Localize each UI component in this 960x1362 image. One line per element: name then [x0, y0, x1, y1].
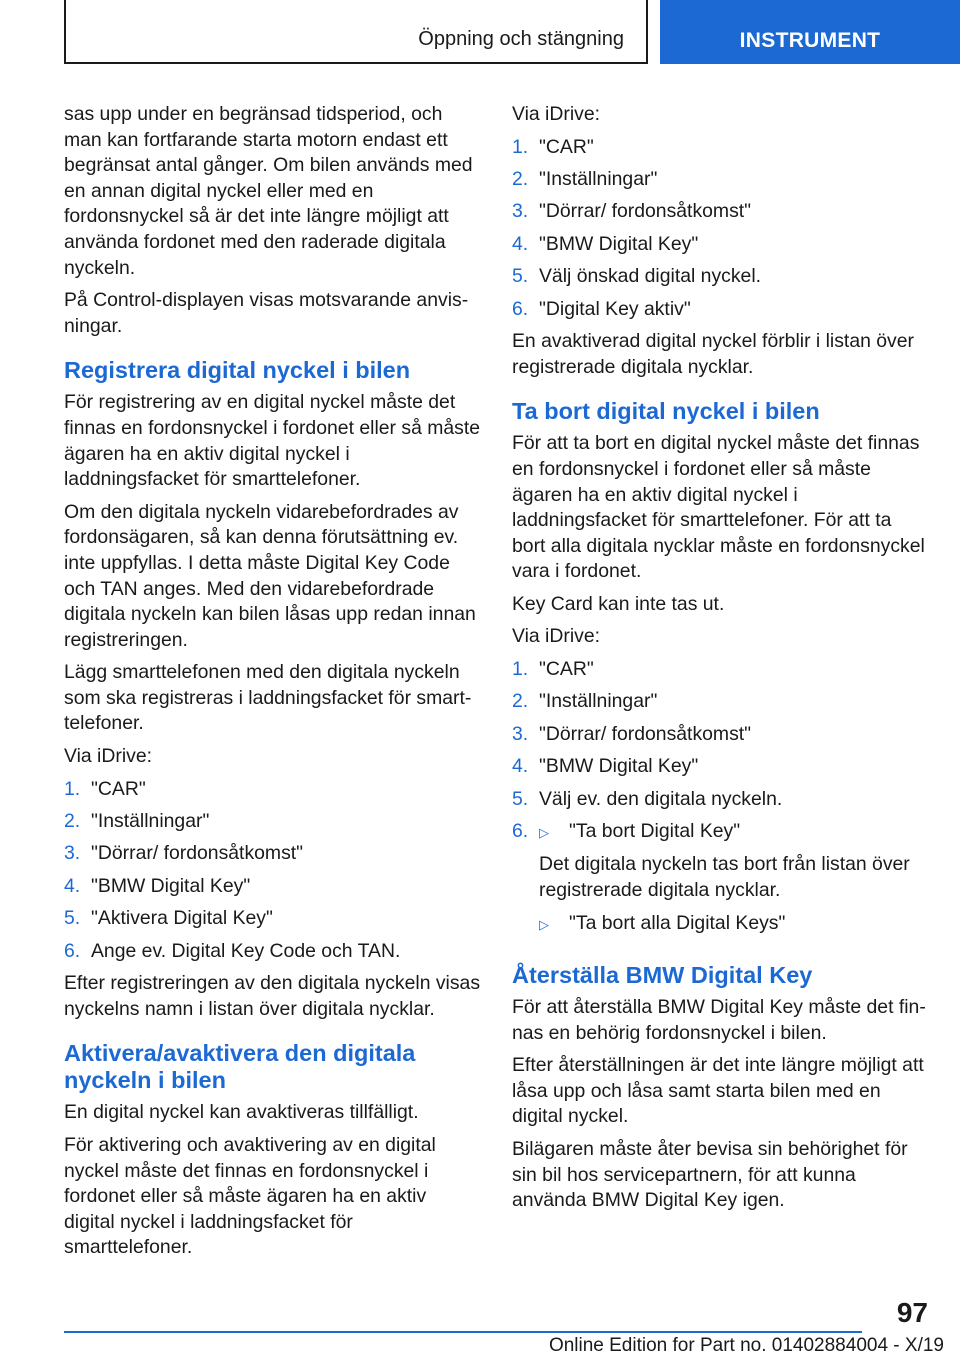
footer-edition: Online Edition for Part no. 01402884004 - X/19 [548, 1335, 944, 1356]
list-item [64, 939, 482, 965]
sub-option [539, 819, 930, 846]
step-text: "BMW Digital Key" [91, 874, 251, 897]
sub-options [539, 819, 930, 846]
paragraph: För registrering av en digital nyckel måste det finnas en fordonsnyckel i fordonet eller så måste ägaren ha en aktiv digital nyckel i laddningsfacket för smarttelefoner. [64, 391, 481, 491]
step-text: "Dörrar/ fordonsåtkomst" [539, 722, 752, 745]
section-title: Öppning och stängning [418, 28, 624, 50]
step-text: "Digital Key aktiv" [539, 297, 691, 320]
step-text: Välj ev. den digitala nyckeln. [539, 787, 783, 810]
step-number: 3. [64, 842, 81, 865]
step-number: 1. [512, 135, 529, 158]
paragraph: För att återställa BMW Digital Key måste det finnas en behörig fordonsnyckel i bilen. [512, 996, 926, 1044]
step-text: "BMW Digital Key" [539, 755, 699, 778]
list-item [512, 264, 930, 290]
sub-option-text: "Ta bort Digital Key" [569, 820, 741, 843]
step-number: 2. [512, 167, 529, 190]
step-number: 6. [512, 297, 529, 320]
step-number: 1. [512, 658, 529, 681]
list-item [512, 135, 930, 161]
list-item [512, 819, 930, 944]
step-number: 2. [512, 690, 529, 713]
list-item [512, 297, 930, 323]
paragraph: sas upp under en begränsad tidsperiod, och man kan fortfarande starta motorn endast ett begränsat antal gånger. Om bilen används med en annan digital nyckel eller med en fordonsnyckel så är det inte längre möjligt att använda fordonet med den raderade digitala nyckeln. [64, 103, 473, 279]
list-item [512, 657, 930, 683]
paragraph: Via iDrive: [512, 103, 601, 125]
list-item [64, 841, 482, 867]
step-text: Välj önskad digital nyckel. [539, 265, 762, 288]
step-number: 5. [512, 787, 529, 810]
paragraph: Via iDrive: [64, 745, 153, 768]
sub-option-text: "Ta bort alla Digital Keys" [569, 911, 786, 934]
paragraph: Efter registreringen av den digitala nyckeln visas nyckelns namn i listan över digitala nycklar. [64, 972, 481, 1020]
triangle-right-icon: ▷ [539, 825, 549, 841]
list-item [64, 777, 482, 803]
paragraph: Key Card kan inte tas ut. [512, 592, 725, 615]
step-number: 6. [64, 939, 81, 962]
list-item [512, 232, 930, 258]
register-steps [64, 777, 482, 965]
chapter-title: INSTRUMENT [739, 29, 881, 52]
list-item [64, 809, 482, 835]
step-number: 5. [64, 907, 81, 930]
list-item [512, 689, 930, 715]
step-text: Ange ev. Digital Key Code och TAN. [91, 939, 401, 962]
paragraph: Om den digitala nyckeln vidarebefordrades av fordonsägaren, så kan denna förutsättning ev. inte uppfyllas. I detta måste Digital Key Code och TAN anges. Med den vidarebefordrade digitala nyckeln kan bilen låsas upp redan innan registreringen. [64, 500, 476, 651]
heading-reset: Återställa BMW Digital Key [512, 962, 813, 988]
heading-register: Registrera digital nyckel i bilen [64, 357, 411, 384]
paragraph: En digital nyckel kan avaktiveras tillfälligt. [64, 1101, 419, 1124]
right-column [512, 102, 930, 1221]
heading-activate: Aktivera/avaktivera den digitala nyckeln i bilen [64, 1040, 416, 1094]
list-item [512, 167, 930, 193]
step-number: 5. [512, 265, 529, 288]
delete-steps [512, 657, 930, 944]
paragraph: Bilägaren måste åter bevisa sin behörighet för sin bil hos servicepartnern, för att kunna använda BMW Digital Key igen. [512, 1137, 908, 1212]
list-item [512, 722, 930, 748]
sub-option [539, 911, 930, 938]
step-number: 6. [512, 820, 529, 843]
left-column [64, 102, 482, 1268]
paragraph: Via iDrive: [512, 625, 601, 648]
heading-delete: Ta bort digital nyckel i bilen [512, 398, 820, 425]
activate-steps [512, 135, 930, 323]
paragraph: Efter återställningen är det inte längre möjligt att låsa upp och låsa samt starta bilen med en digital nyckel. [512, 1054, 924, 1128]
step-text: "Inställningar" [91, 810, 210, 833]
triangle-right-icon: ▷ [539, 916, 549, 932]
step-text: "Aktivera Digital Key" [91, 907, 273, 930]
list-item [512, 787, 930, 813]
list-item [64, 906, 482, 932]
sub-option-description: Det digitala nyckeln tas bort från listan över registrerade digitala nycklar. [539, 853, 910, 902]
step-number: 4. [64, 874, 81, 897]
page-number: 97 [896, 1297, 928, 1328]
step-text: "CAR" [91, 777, 146, 800]
step-number: 1. [64, 777, 81, 800]
paragraph: För att ta bort en digital nyckel måste det finnas en fordonsnyckel i fordonet eller så måste ägaren ha en aktiv digital nyckel i laddningsfacket för smarttelefoner. För att ta bort alla digitala nycklar måste en fordonsnyckel vara i fordonet. [512, 432, 925, 583]
step-number: 4. [512, 755, 529, 778]
step-text: "Inställningar" [539, 167, 658, 190]
paragraph: På Control-displayen visas motsvarande anvisningar. [64, 289, 469, 337]
sub-options [539, 911, 930, 938]
step-text: "Dörrar/ fordonsåtkomst" [539, 200, 752, 223]
step-number: 2. [64, 810, 81, 833]
step-text: "Inställningar" [539, 690, 658, 713]
list-item [512, 754, 930, 780]
step-text: "CAR" [539, 135, 594, 158]
step-number: 3. [512, 200, 529, 223]
step-text: "Dörrar/ fordonsåtkomst" [91, 842, 304, 865]
step-options [539, 819, 930, 944]
header-section-box [64, 0, 648, 64]
step-number: 3. [512, 722, 529, 745]
paragraph: Lägg smarttelefonen med den digitala nyckeln som ska registreras i laddningsfacket för smarttelefoner. [64, 661, 472, 735]
step-text: "CAR" [539, 658, 594, 681]
paragraph: För aktivering och avaktivering av en digital nyckel måste det finnas en fordonsnyckel i fordonet eller så måste ägaren ha en aktiv digital nyckel i laddningsfacket för smarttelefoner. [64, 1133, 436, 1259]
paragraph: En avaktiverad digital nyckel förblir i listan över registrerade digitala nycklar. [512, 330, 914, 378]
step-text: "BMW Digital Key" [539, 232, 699, 255]
list-item [512, 199, 930, 225]
chapter-tab [660, 0, 960, 64]
list-item [64, 874, 482, 900]
step-number: 4. [512, 232, 529, 255]
footer-divider [64, 1331, 862, 1333]
